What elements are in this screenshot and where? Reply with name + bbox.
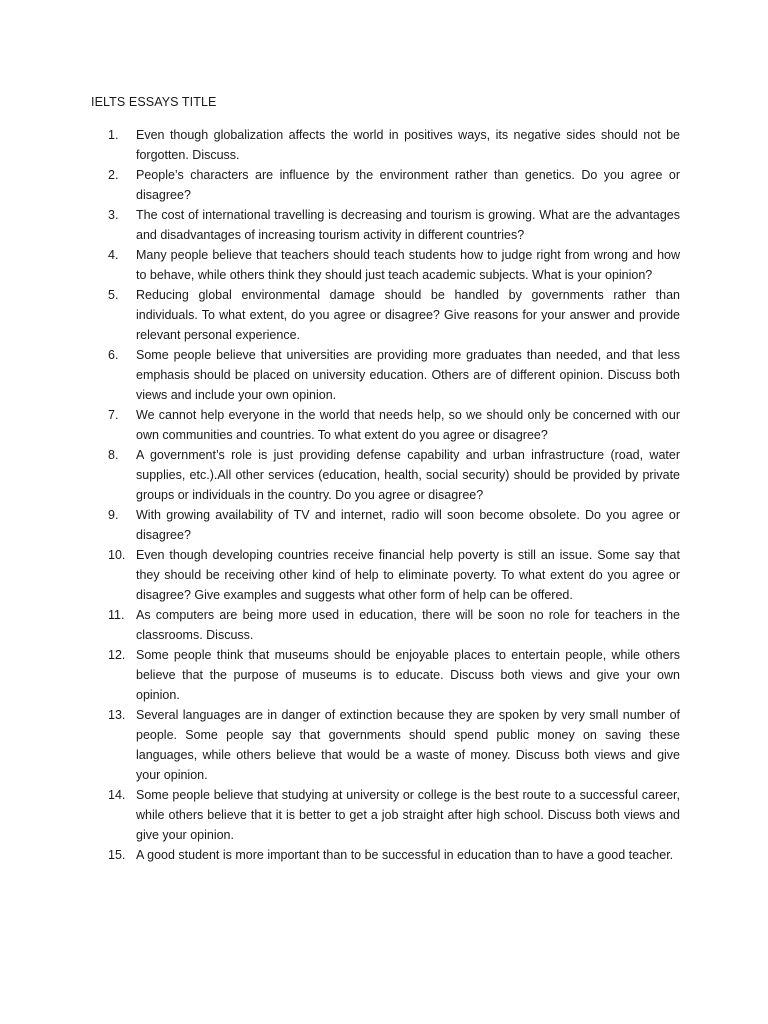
item-number: 3. [108,208,119,222]
item-text: With growing availability of TV and internet, radio will soon become obsolete. Do you agree or disagree? [136,508,680,542]
list-item [108,445,680,505]
list-item [108,125,680,165]
item-number: 14. [108,788,126,802]
item-number: 13. [108,708,126,722]
list-item [108,785,680,845]
document-title: IELTS ESSAYS TITLE [91,95,217,109]
essay-title-list [108,125,680,865]
item-number: 5. [108,288,119,302]
item-number: 8. [108,448,119,462]
list-item [108,645,680,705]
list-item [108,845,680,865]
list-item [108,545,680,605]
item-text: Reducing global environmental damage should be handled by governments rather than individuals. To what extent, do you agree or disagree? Give reasons for your answer and provide relevant personal experience. [136,288,680,342]
item-number: 7. [108,408,119,422]
item-text: As computers are being more used in education, there will be soon no role for teachers in the classrooms. Discuss. [136,608,680,642]
item-number: 9. [108,508,119,522]
item-text: Even though globalization affects the world in positives ways, its negative sides should not be forgotten. Discuss. [136,128,680,162]
list-item [108,505,680,545]
item-text: The cost of international travelling is decreasing and tourism is growing. What are the advantages and disadvantages of increasing tourism activity in different countries? [136,208,680,242]
item-number: 12. [108,648,126,662]
list-item [108,345,680,405]
list-item [108,705,680,785]
list-item [108,605,680,645]
list-item [108,285,680,345]
item-number: 2. [108,168,119,182]
item-text: Some people believe that universities are providing more graduates than needed, and that less emphasis should be placed on university education. Others are of different opinion. Discuss both views and include your own opinion. [136,348,680,402]
item-text: Many people believe that teachers should teach students how to judge right from wrong and how to behave, while others think they should just teach academic subjects. What is your opinion? [136,248,680,282]
item-text: We cannot help everyone in the world that needs help, so we should only be concerned with our own communities and countries. To what extent do you agree or disagree? [136,408,680,442]
list-item [108,245,680,285]
item-number: 11. [108,608,125,622]
list-item [108,165,680,205]
item-text: Several languages are in danger of extinction because they are spoken by very small number of people. Some people say that governments should spend public money on saving these languages, while others believe that would be a waste of money. Discuss both views and give your opinion. [136,708,680,782]
list-item [108,205,680,245]
item-number: 6. [108,348,119,362]
list-item [108,405,680,445]
item-number: 4. [108,248,119,262]
item-number: 10. [108,548,126,562]
item-text: Some people think that museums should be enjoyable places to entertain people, while others believe that the purpose of museums is to educate. Discuss both views and give your own opinion. [136,648,680,702]
item-text: Some people believe that studying at university or college is the best route to a successful career, while others believe that it is better to get a job straight after high school. Discuss both views and give your opinion. [136,788,680,842]
item-text: A good student is more important than to be successful in education than to have a good teacher. [136,848,674,862]
item-text: Even though developing countries receive financial help poverty is still an issue. Some say that they should be receiving other kind of help to eliminate poverty. To what extent do you agree or disagree? Give examples and suggests what other form of help can be offered. [136,548,680,602]
item-text: A government’s role is just providing defense capability and urban infrastructure (road, water supplies, etc.).All other services (education, health, social security) should be provided by private groups or individuals in the country. Do you agree or disagree? [136,448,680,502]
item-text: People’s characters are influence by the environment rather than genetics. Do you agree or disagree? [136,168,680,202]
item-number: 1. [108,128,119,142]
item-number: 15. [108,848,126,862]
